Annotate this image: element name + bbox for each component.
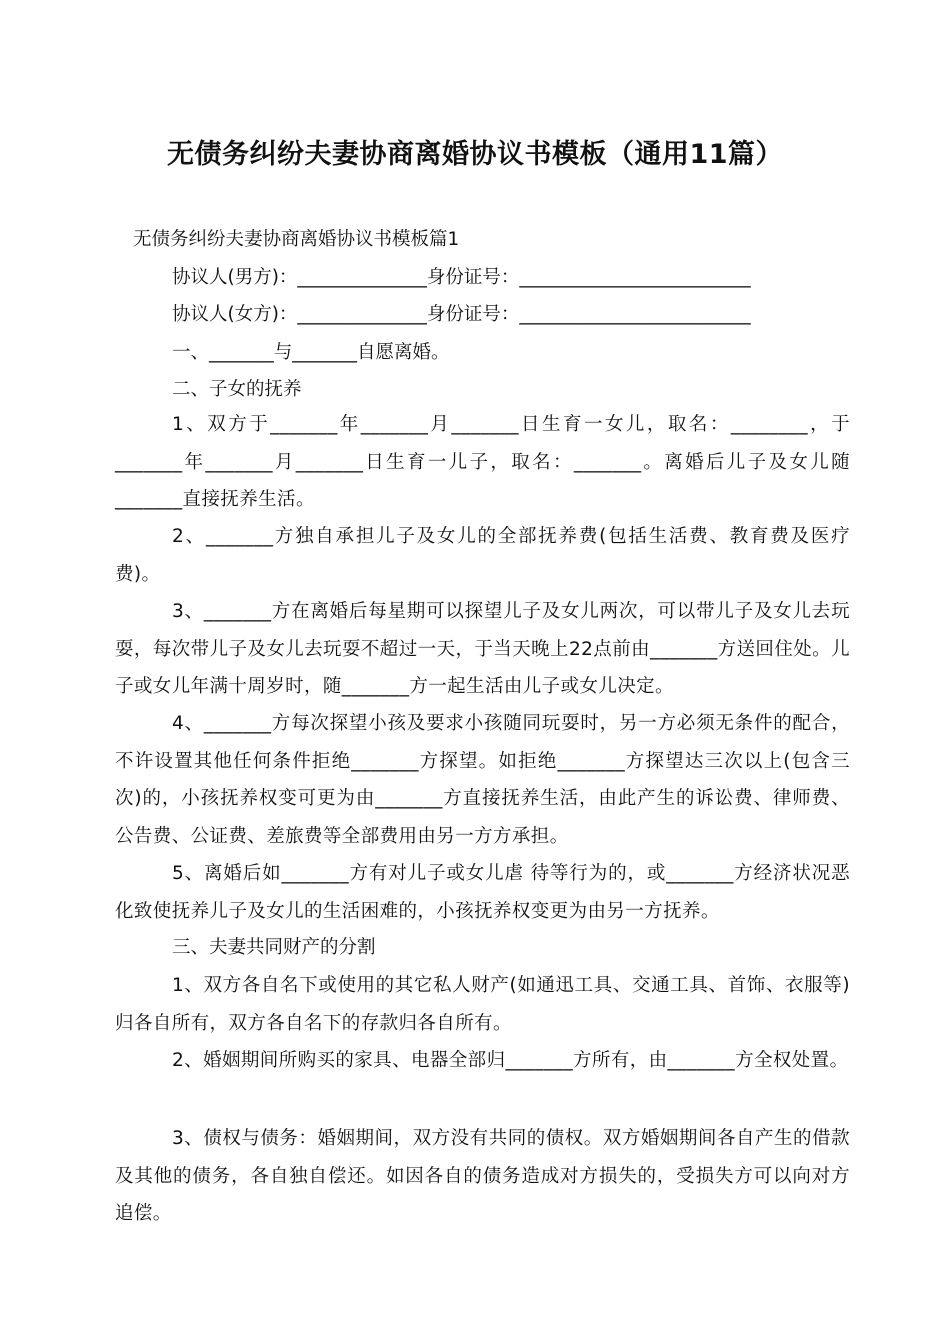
clause-3-2: 2、婚姻期间所购买的家具、电器全部归_______方所有，由_______方全权处置。	[172, 1050, 849, 1071]
clause-2-5: 5、离婚后如_______方有对儿子或女儿虐 待等行为的，或_______方经济状况恶化致使抚养儿子及女儿的生活困难的，小孩抚养权变更为由另一方抚养。	[115, 863, 850, 922]
section-heading: 无债务纠纷夫妻协商离婚协议书模板篇1	[133, 229, 460, 250]
document-title: 无债务纠纷夫妻协商离婚协议书模板（通用11篇）	[166, 139, 784, 170]
clause-3-heading: 三、夫妻共同财产的分割	[172, 937, 376, 958]
clause-2-4: 4、_______方每次探望小孩及要求小孩随同玩耍时，另一方必须无条件的配合，不许设置其他任何条件拒绝_______方探望。如拒绝_______方探望达三次以上(包含三次)的，小孩抚养权变可更为由_______方直接抚养生活，由此产生的诉讼费、律师费、公告费、公证费、差旅费等全部费用由另一方方承担。	[115, 713, 850, 847]
clause-3-1: 1、双方各自名下或使用的其它私人财产(如通迅工具、交通工具、首饰、衣服等)归各自所有，双方各自名下的存款归各自所有。	[115, 975, 850, 1034]
party-male-line: 协议人(男方)：______________身份证号：_________________________	[172, 267, 751, 288]
clause-2-1: 1、双方于_______年_______月_______日生育一女儿，取名：________，于_______年_______月_______日生育一儿子，取名：_______。离婚后儿子及女儿随_______直接抚养生活。	[115, 414, 850, 510]
clause-1: 一、_______与_______自愿离婚。	[172, 342, 450, 363]
clause-2-3: 3、_______方在离婚后每星期可以探望儿子及女儿两次，可以带儿子及女儿去玩耍，每次带儿子及女儿去玩耍不超过一天，于当天晚上22点前由_______方送回住处。儿子或女儿年满十周岁时，随_______方一起生活由儿子或女儿决定。	[115, 601, 850, 697]
clause-3-3: 3、债权与债务：婚姻期间，双方没有共同的债权。双方婚姻期间各自产生的借款及其他的债务，各自独自偿还。如因各自的债务造成对方损失的，受损失方可以向对方追偿。	[115, 1128, 850, 1224]
party-female-line: 协议人(女方)：______________身份证号：_________________________	[172, 304, 751, 325]
clause-2-2: 2、_______方独自承担儿子及女儿的全部抚养费(包括生活费、教育费及医疗费)。	[115, 526, 850, 585]
clause-2-heading: 二、子女的抚养	[172, 379, 302, 400]
